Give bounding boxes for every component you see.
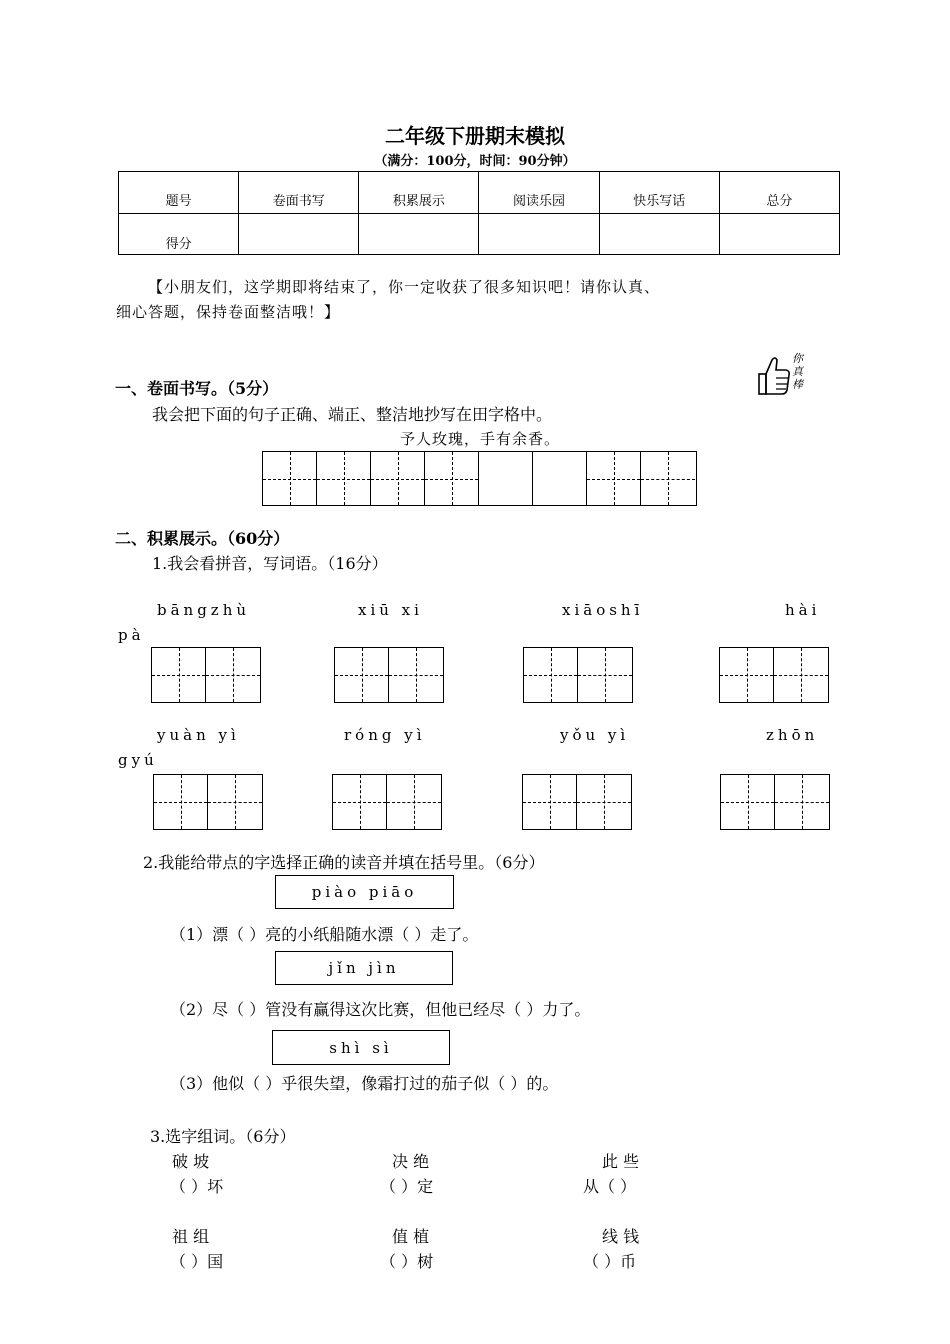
pinyin-options-box: piào piāo [275,875,454,909]
pinyin-options-box: shì sì [272,1030,450,1065]
q3-chars: 决 绝 [392,1152,430,1171]
q3-chars: 值 植 [392,1227,430,1246]
tianzige-cell[interactable] [387,775,441,829]
q3-blank[interactable]: （ ）币 [583,1252,637,1271]
q2-sentence[interactable]: （3）他似（ ）乎很失望，像霜打过的茄子似（ ）的。 [170,1074,559,1093]
tianzige-cell[interactable] [720,648,774,702]
word-grid[interactable] [151,647,261,703]
pinyin-label: xiū xi [358,601,423,619]
tianzige-cell[interactable] [263,452,317,505]
tianzige-cell[interactable] [641,452,695,505]
q2-title: 2.我能给带点的字选择正确的读音并填在括号里。（6分） [143,853,545,872]
word-grid[interactable] [153,774,263,830]
word-grid[interactable] [334,647,444,703]
pinyin-label-wrap: pà [118,626,145,644]
section1-sentence: 予人玫瑰，手有余香。 [400,430,561,448]
q3-chars: 此 些 [602,1152,640,1171]
tianzige-cell[interactable] [721,775,775,829]
word-grid[interactable] [719,647,829,703]
q3-blank[interactable]: （ ）定 [380,1177,434,1196]
tianzige-cell[interactable] [587,452,641,505]
pinyin-label: hài [785,601,821,619]
score-table [118,171,840,255]
pinyin-label: xiāoshī [562,601,644,619]
tianzige-cell[interactable] [317,452,371,505]
tianzige-cell[interactable] [578,648,632,702]
word-grid[interactable] [720,774,830,830]
tianzige-cell[interactable] [335,648,389,702]
thumbs-up-icon [756,354,792,400]
intro-line-1: 【小朋友们，这学期即将结束了，你一定收获了很多知识吧！请你认真、 [148,278,661,296]
tianzige-cell-blank[interactable] [479,452,533,505]
tianzige-cell[interactable] [208,775,262,829]
tianzige-cell[interactable] [524,648,578,702]
tianzige-cell[interactable] [523,775,577,829]
tianzige-cell[interactable] [333,775,387,829]
word-grid[interactable] [523,647,633,703]
pinyin-options-box: jǐn jìn [275,951,453,985]
q2-sentence[interactable]: （2）尽（ ）管没有赢得这次比赛，但他已经尽（ ）力了。 [170,1000,591,1019]
score-table-header-row [119,172,840,214]
pinyin-label: bāngzhù [157,601,251,619]
tianzige-cell[interactable] [206,648,260,702]
pinyin-label: yǒu yì [560,726,630,744]
q3-chars: 线 钱 [602,1227,640,1246]
q2-sentence[interactable]: （1）漂（ ）亮的小纸船随水漂（ ）走了。 [170,925,479,944]
q3-blank[interactable]: （ ）国 [170,1252,224,1271]
pinyin-label: yuàn yì [157,726,240,744]
word-grid[interactable] [332,774,442,830]
score-table-header: 题号 [119,172,239,214]
tianzige-cell[interactable] [425,452,479,505]
page-title: 二年级下册期末模拟 [385,124,565,148]
section1-instruction: 我会把下面的句子正确、端正、整洁地抄写在田字格中。 [152,405,553,424]
tianzige-cell-blank[interactable] [533,452,587,505]
pinyin-label-wrap: gyú [118,751,158,769]
score-table-score-row [119,214,840,255]
tianzige-cell[interactable] [577,775,631,829]
tianzige-cell[interactable] [774,648,828,702]
score-cell[interactable] [479,214,599,255]
pinyin-label: róng yì [344,726,426,744]
score-table-header: 阅读乐园 [479,172,599,214]
score-cell[interactable] [239,214,359,255]
tianzige-cell[interactable] [154,775,208,829]
score-table-header: 快乐写话 [599,172,719,214]
pinyin-label: zhōn [766,726,819,744]
stamp-text: 你真棒 [792,352,803,391]
q3-blank[interactable]: （ ）坏 [170,1177,224,1196]
score-cell[interactable] [599,214,719,255]
q3-blank[interactable]: （ ）树 [380,1252,434,1271]
q3-blank[interactable]: 从（ ） [583,1177,637,1196]
section1-heading: 一、卷面书写。（5分） [115,379,279,398]
score-table-header: 卷面书写 [239,172,359,214]
q3-chars: 祖 组 [172,1227,210,1246]
section2-heading: 二、积累展示。（60分） [115,529,290,548]
score-table-header: 总分 [719,172,839,214]
score-cell[interactable] [719,214,839,255]
q3-chars: 破 坡 [172,1152,210,1171]
score-cell[interactable] [359,214,479,255]
copy-writing-grid[interactable] [262,451,697,506]
tianzige-cell[interactable] [389,648,443,702]
thumbs-up-stamp [756,352,808,402]
intro-line-2: 细心答题，保持卷面整洁哦！】 [116,303,341,321]
tianzige-cell[interactable] [775,775,829,829]
q1-title: 1.我会看拼音，写词语。（16分） [152,554,388,573]
q3-title: 3.选字组词。（6分） [150,1127,296,1146]
tianzige-cell[interactable] [371,452,425,505]
tianzige-cell[interactable] [152,648,206,702]
page-subtitle: （满分：100分，时间：90分钟） [374,154,576,169]
score-row-label: 得分 [119,214,239,255]
score-table-header: 积累展示 [359,172,479,214]
word-grid[interactable] [522,774,632,830]
